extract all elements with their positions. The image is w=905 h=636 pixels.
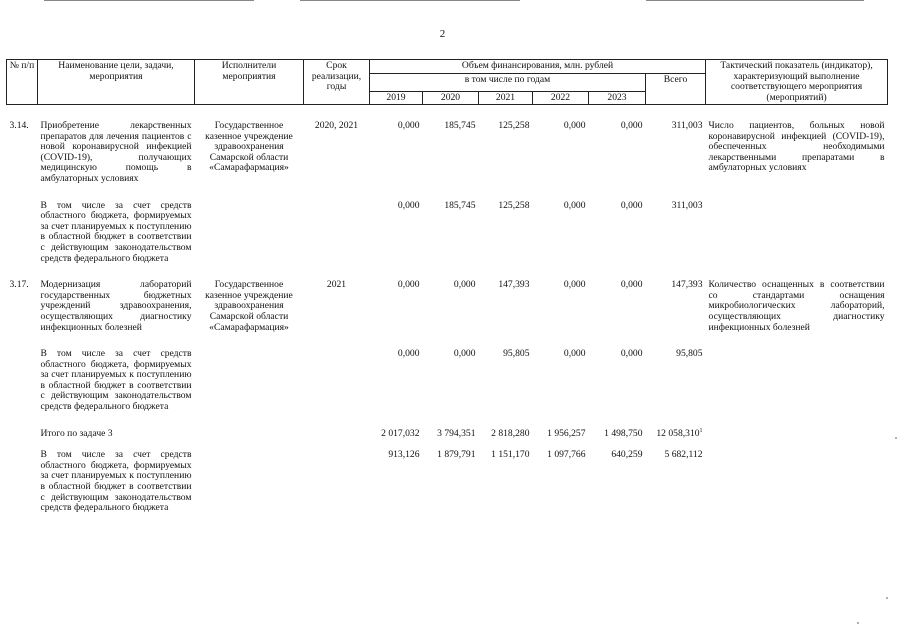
spacer-row [7, 413, 888, 429]
row-value-2020: 185,745 [444, 120, 476, 131]
header-year: 2023 [589, 91, 646, 105]
row-indicator: Количество оснащенных в соответствии со стандартами оснащения микробиологических лабораторий, осуществляющих диагностику инфекционных болезней [708, 279, 885, 333]
header-period: Срок реализации, годы [304, 60, 370, 105]
row-value-2022: 1 956,257 [547, 427, 586, 439]
row-period: 2021 [326, 279, 347, 291]
row-value-2021: 1 151,170 [491, 449, 530, 461]
row-indicator [706, 450, 888, 514]
top-rule-left [44, 0, 254, 1]
spacer-row [7, 185, 888, 201]
spacer-row [7, 333, 888, 349]
row-total: 311,003 [671, 120, 703, 131]
row-name: Модернизация лабораторий государственных бюджетных учреждений здравоохранения, осуществляющих диагностику инфекционных болезней [40, 279, 192, 333]
row-indicator [706, 201, 888, 265]
row-value-2022: 0,000 [563, 348, 586, 360]
row-value-2019: 0,000 [397, 120, 420, 131]
table-row [7, 450, 888, 514]
row-num [7, 349, 38, 413]
header-year: 2020 [423, 91, 479, 105]
spacer-row [7, 264, 888, 280]
table-row [7, 121, 888, 185]
table-row [7, 280, 888, 333]
row-total: 311,003 [671, 199, 703, 211]
row-num [7, 450, 38, 514]
header-year: 2021 [479, 91, 533, 105]
spacer-row [7, 105, 888, 122]
row-value-2023: 1 498,750 [604, 427, 643, 439]
table-row [7, 349, 888, 413]
row-name: В том числе за счет средств областного бюджета, формируемых за счет планируемых к поступлению в областной бюджет в соответствии с действующим законодательством средств федерального бюджета [40, 199, 192, 264]
row-period [304, 450, 370, 514]
row-value-2020: 3 794,351 [437, 427, 476, 439]
row-value-2022: 0,000 [563, 199, 586, 211]
funding-table [6, 59, 888, 514]
row-value-2020: 0,000 [453, 348, 476, 360]
row-value-2019: 0,000 [397, 348, 420, 360]
row-total: 147,393 [671, 279, 703, 291]
header-year: 2022 [533, 91, 589, 105]
row-value-2021: 147,393 [498, 279, 530, 291]
row-period [304, 201, 370, 265]
header-num: № п/п [7, 60, 38, 105]
header-name: Наименование цели, задачи, мероприятия [38, 60, 195, 105]
row-num: 3.14. [9, 120, 29, 131]
row-executor [195, 349, 304, 413]
row-name: В том числе за счет средств областного бюджета, формируемых за счет планируемых к поступлению в областной бюджет в соответствии с действующим законодательством средств федерального бюджета [40, 348, 192, 413]
row-total-cell [646, 429, 706, 440]
row-period: 2020, 2021 [314, 120, 359, 131]
row-executor [195, 201, 304, 265]
row-period [304, 349, 370, 413]
row-value-2022: 0,000 [563, 120, 586, 131]
table-row [7, 201, 888, 265]
header-year: 2019 [370, 91, 423, 105]
row-indicator: Число пациентов, больных новой коронавирусной инфекцией (COVID-19), обеспеченных необходимыми лекарственными препаратами в амбулаторных условиях [708, 120, 885, 174]
row-total: 12 058,310 [656, 427, 700, 439]
header-executors: Исполнители мероприятия [195, 60, 304, 105]
scan-speck [895, 437, 897, 439]
scan-speck [886, 597, 888, 599]
header-funding: Объем финансирования, млн. рублей [370, 60, 706, 74]
row-value-2019: 913,126 [388, 449, 420, 461]
row-value-2023: 0,000 [620, 348, 643, 360]
row-value-2019: 2 017,032 [381, 427, 420, 439]
row-executor [195, 429, 304, 440]
row-value-2020: 0,000 [453, 279, 476, 291]
row-name: Приобретение лекарственных препаратов для лечения пациентов с новой коронавирусной инфекцией (COVID-19), получающих медицинскую помощь в амбулаторных условиях [40, 120, 192, 184]
top-rule-middle [300, 0, 520, 1]
row-value-2023: 0,000 [620, 120, 643, 131]
table-row-total [7, 429, 888, 440]
row-executor: Государственное казенное учреждение здравоохранения Самарской области «Самарафармация» [205, 120, 293, 174]
header-total: Всего [646, 73, 706, 105]
row-value-2021: 95,805 [503, 348, 530, 360]
row-value-2019: 0,000 [397, 199, 420, 211]
row-value-2020: 1 879,791 [437, 449, 476, 461]
row-num [7, 429, 38, 440]
row-value-2021: 125,258 [498, 120, 530, 131]
footnote-marker: 1 [699, 427, 703, 434]
row-name: В том числе за счет средств областного бюджета, формируемых за счет планируемых к поступлению в областной бюджет в соответствии с действующим законодательством средств федерального бюджета [40, 449, 192, 514]
page-number: 2 [439, 28, 446, 40]
row-value-2021: 2 818,280 [491, 427, 530, 439]
top-rule-right [646, 0, 864, 1]
row-num [7, 201, 38, 265]
row-indicator [706, 349, 888, 413]
row-value-2021: 125,258 [498, 199, 530, 211]
header-row-1 [7, 60, 888, 74]
row-value-2023: 640,259 [611, 449, 643, 461]
row-total: 95,805 [676, 348, 703, 360]
header-by-years: в том числе по годам [370, 73, 646, 91]
row-value-2023: 0,000 [620, 199, 643, 211]
row-value-2019: 0,000 [397, 279, 420, 291]
row-executor [195, 450, 304, 514]
row-value-2022: 1 097,766 [547, 449, 586, 461]
scan-speck [857, 622, 859, 624]
row-num: 3.17. [9, 279, 29, 291]
row-value-2022: 0,000 [563, 279, 586, 291]
row-value-2023: 0,000 [620, 279, 643, 291]
header-indicator: Тактический показатель (индикатор), характеризующий выполнение соответствующего мероприятия (мероприятий) [706, 60, 888, 105]
row-value-2020: 185,745 [444, 199, 476, 211]
row-indicator [706, 429, 888, 440]
row-period [304, 429, 370, 440]
row-total: 5 682,112 [664, 449, 703, 461]
row-executor: Государственное казенное учреждение здравоохранения Самарской области «Самарафармация» [205, 279, 293, 333]
row-name: Итого по задаче 3 [40, 427, 113, 439]
